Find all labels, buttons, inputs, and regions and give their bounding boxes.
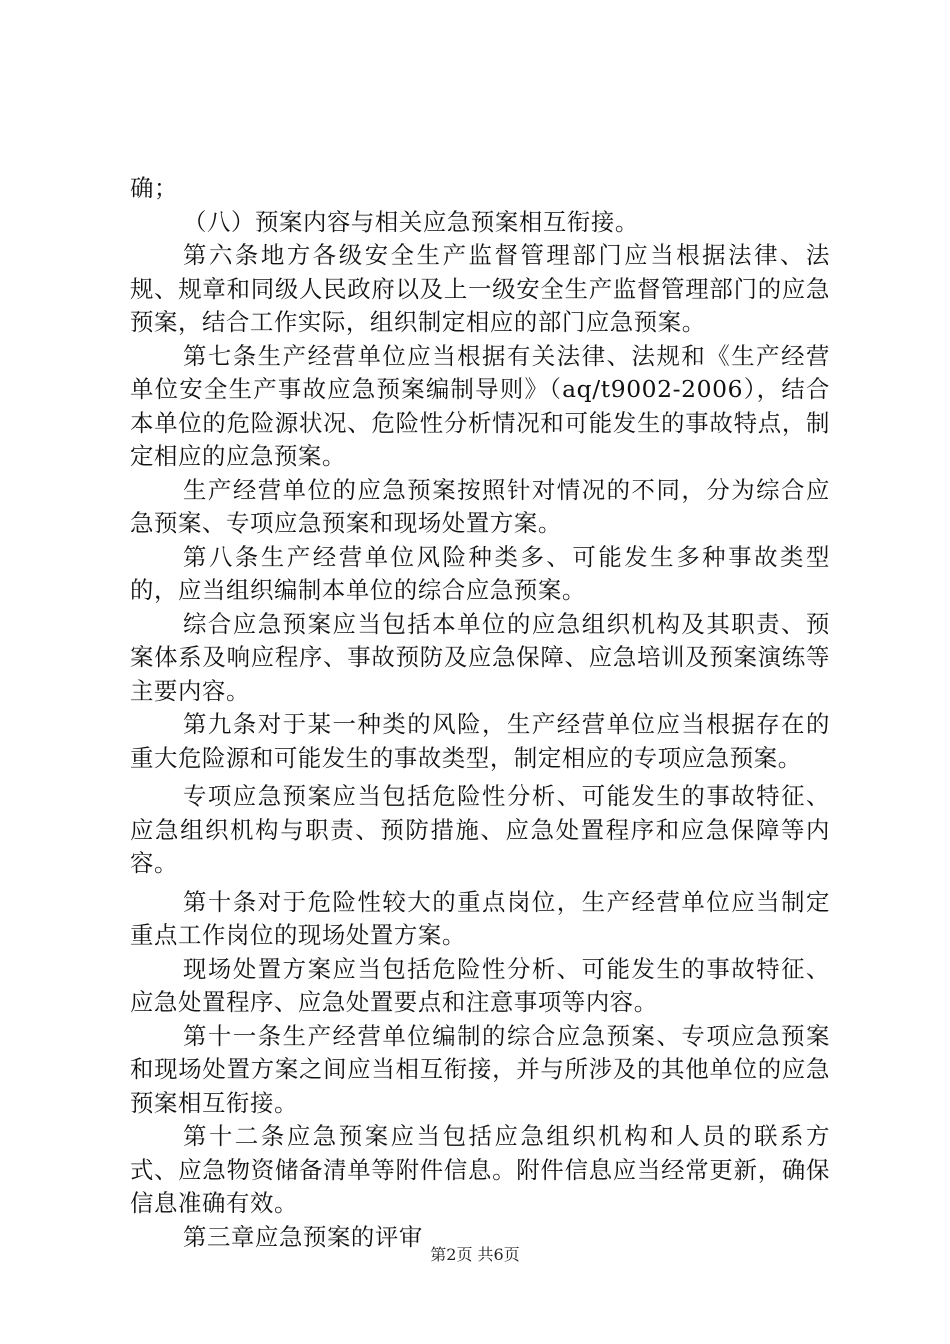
paragraph: 第八条生产经营单位风险种类多、可能发生多种事故类型的，应当组织编制本单位的综合应急预案。 [130,542,830,604]
paragraph: 确； [130,174,178,202]
paragraph: 第十条对于危险性较大的重点岗位，生产经营单位应当制定重点工作岗位的现场处置方案。 [130,887,830,949]
paragraph: 生产经营单位的应急预案按照针对情况的不同，分为综合应急预案、专项应急预案和现场处置方案。 [130,475,830,537]
paragraph: 第六条地方各级安全生产监督管理部门应当根据法律、法规、规章和同级人民政府以及上一级安全生产监督管理部门的应急预案，结合工作实际，组织制定相应的部门应急预案。 [130,241,830,336]
paragraph: 现场处置方案应当包括危险性分析、可能发生的事故特征、应急处置程序、应急处置要点和注意事项等内容。 [130,954,830,1016]
paragraph: （八）预案内容与相关应急预案相互衔接。 [183,207,639,236]
document-body [130,172,830,1254]
paragraph: 第十一条生产经营单位编制的综合应急预案、专项应急预案和现场处置方案之间应当相互衔接，并与所涉及的其他单位的应急预案相互衔接。 [130,1021,830,1117]
paragraph: 第十二条应急预案应当包括应急组织机构和人员的联系方式、应急物资储备清单等附件信息。附件信息应当经常更新，确保信息准确有效。 [130,1122,830,1217]
paragraph: 综合应急预案应当包括本单位的应急组织机构及其职责、预案体系及响应程序、事故预防及应急保障、应急培训及预案演练等主要内容。 [130,609,830,705]
paragraph: 第七条生产经营单位应当根据有关法律、法规和《生产经营单位安全生产事故应急预案编制导则》（aq/t9002-2006），结合本单位的危险源状况、危险性分析情况和可能发生的事故特点，制定相应的应急预案。 [130,341,830,470]
paragraph: 第三章应急预案的评审 [183,1222,423,1251]
paragraph: 专项应急预案应当包括危险性分析、可能发生的事故特征、应急组织机构与职责、预防措施、应急处置程序和应急保障等内容。 [130,782,830,877]
paragraph: 第九条对于某一种类的风险，生产经营单位应当根据存在的重大危险源和可能发生的事故类型，制定相应的专项应急预案。 [130,710,830,772]
page-number-footer: 第2页 共6页 [430,1245,520,1264]
